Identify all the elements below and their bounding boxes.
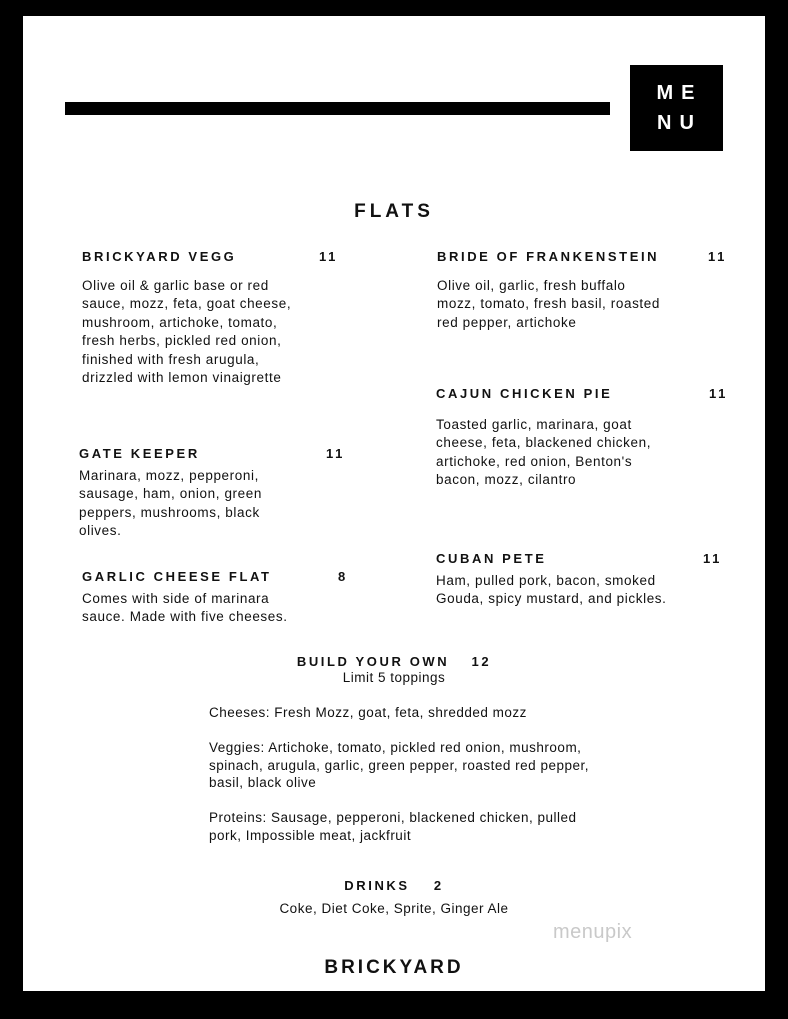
item-price: 8 [338, 569, 348, 584]
footer-brand: BRICKYARD [324, 957, 464, 978]
item-price: 11 [709, 386, 728, 401]
item-description: Marinara, mozz, pepperoni, sausage, ham, onion, green peppers, mushrooms, black olives. [79, 468, 262, 539]
item-description: Olive oil & garlic base or red sauce, mozz, feta, goat cheese, mushroom, artichoke, tomato, fresh herbs, pickled red onion, finished with fresh arugula, drizzled with lemon vinaigrette [82, 278, 292, 386]
menu-item-garlic-cheese-flat [82, 569, 348, 627]
logo-line-2: NU [657, 112, 702, 134]
drinks-list: Coke, Diet Coke, Sprite, Ginger Ale [279, 901, 509, 916]
byo-price: 12 [471, 654, 492, 669]
drinks-price: 2 [433, 878, 444, 893]
menu-logo [630, 65, 723, 151]
item-name: GARLIC CHEESE FLAT [82, 569, 272, 584]
item-name: GATE KEEPER [79, 446, 200, 461]
byo-veggies: Veggies: Artichoke, tomato, pickled red onion, mushroom, spinach, arugula, garlic, green pepper, roasted red pepper, basil, black olive [209, 740, 589, 790]
item-name: CUBAN PETE [436, 551, 547, 566]
logo-line-1: ME [656, 82, 703, 104]
menu-item-cuban-pete [436, 551, 722, 609]
drinks-name: DRINKS [344, 878, 410, 893]
byo-proteins: Proteins: Sausage, pepperoni, blackened chicken, pulled pork, Impossible meat, jackfruit [209, 810, 577, 843]
byo-cheeses: Cheeses: Fresh Mozz, goat, feta, shredded mozz [209, 705, 527, 720]
menu-item-brickyard-vegg [82, 249, 338, 387]
item-name: CAJUN CHICKEN PIE [436, 386, 613, 401]
item-description: Ham, pulled pork, bacon, smoked Gouda, spicy mustard, and pickles. [436, 573, 667, 607]
item-price: 11 [326, 446, 345, 461]
item-price: 11 [319, 249, 338, 264]
item-price: 11 [708, 249, 727, 264]
item-description: Toasted garlic, marinara, goat cheese, feta, blackened chicken, artichoke, red onion, Benton's bacon, mozz, cilantro [436, 417, 652, 488]
item-price: 11 [703, 551, 722, 566]
byo-options [209, 704, 589, 862]
item-name: BRICKYARD VEGG [82, 249, 237, 264]
watermark: menupix [553, 921, 633, 943]
menu-item-cajun-chicken-pie [436, 386, 728, 490]
item-name: BRIDE OF FRANKENSTEIN [437, 249, 660, 264]
header-rule [65, 102, 610, 115]
section-title: FLATS [354, 201, 434, 222]
item-description: Comes with side of marinara sauce. Made with five cheeses. [82, 591, 288, 625]
menu-item-bride-of-frankenstein [437, 249, 727, 332]
byo-limit: Limit 5 toppings [342, 670, 446, 685]
menu-page [23, 16, 765, 991]
menu-item-gate-keeper [79, 446, 345, 541]
byo-name: BUILD YOUR OWN [296, 654, 450, 669]
build-your-own [23, 654, 765, 685]
item-description: Olive oil, garlic, fresh buffalo mozz, tomato, fresh basil, roasted red pepper, artichoke [437, 278, 660, 330]
drinks [23, 878, 765, 916]
